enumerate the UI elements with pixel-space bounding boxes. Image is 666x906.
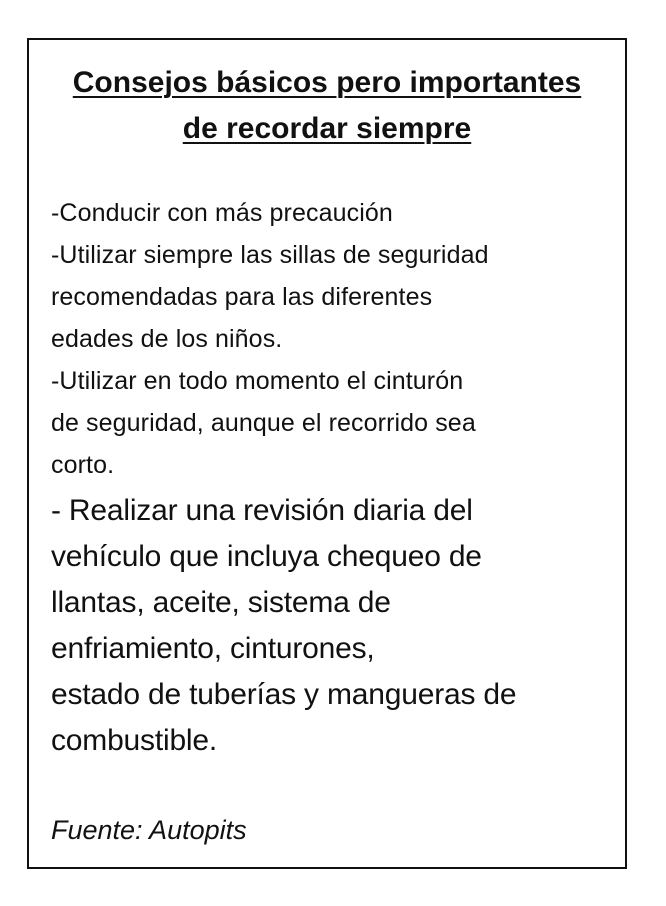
tip-line: combustible. <box>51 724 218 757</box>
tip-line: estado de tuberías y mangueras de <box>51 678 517 711</box>
source-credit: Fuente: Autopits <box>51 815 247 845</box>
tip-line: recomendadas para las diferentes <box>51 283 433 311</box>
tip-line: vehículo que incluya chequeo de <box>51 540 482 573</box>
tip-line: -Conducir con más precaución <box>51 199 393 227</box>
tip-daily-inspection <box>51 488 615 764</box>
tip-line: enfriamiento, cinturones, <box>51 632 375 665</box>
tip-line: - Realizar una revisión diaria del <box>51 494 473 527</box>
tip-child-seats <box>51 234 615 360</box>
tip-line: llantas, aceite, sistema de <box>51 586 391 619</box>
card-title <box>29 60 625 152</box>
tip-line: corto. <box>51 451 115 479</box>
tip-line: edades de los niños. <box>51 325 283 353</box>
title-line-1: Consejos básicos pero importantes <box>72 66 582 99</box>
tip-line: de seguridad, aunque el recorrido sea <box>51 409 476 437</box>
tip-line: -Utilizar en todo momento el cinturón <box>51 367 464 395</box>
tip-line: -Utilizar siempre las sillas de seguridad <box>51 241 489 269</box>
tips-card <box>27 38 627 869</box>
title-line-2: de recordar siempre <box>182 112 472 145</box>
tip-seat-belt <box>51 360 615 486</box>
tip-drive-carefully <box>51 192 615 234</box>
